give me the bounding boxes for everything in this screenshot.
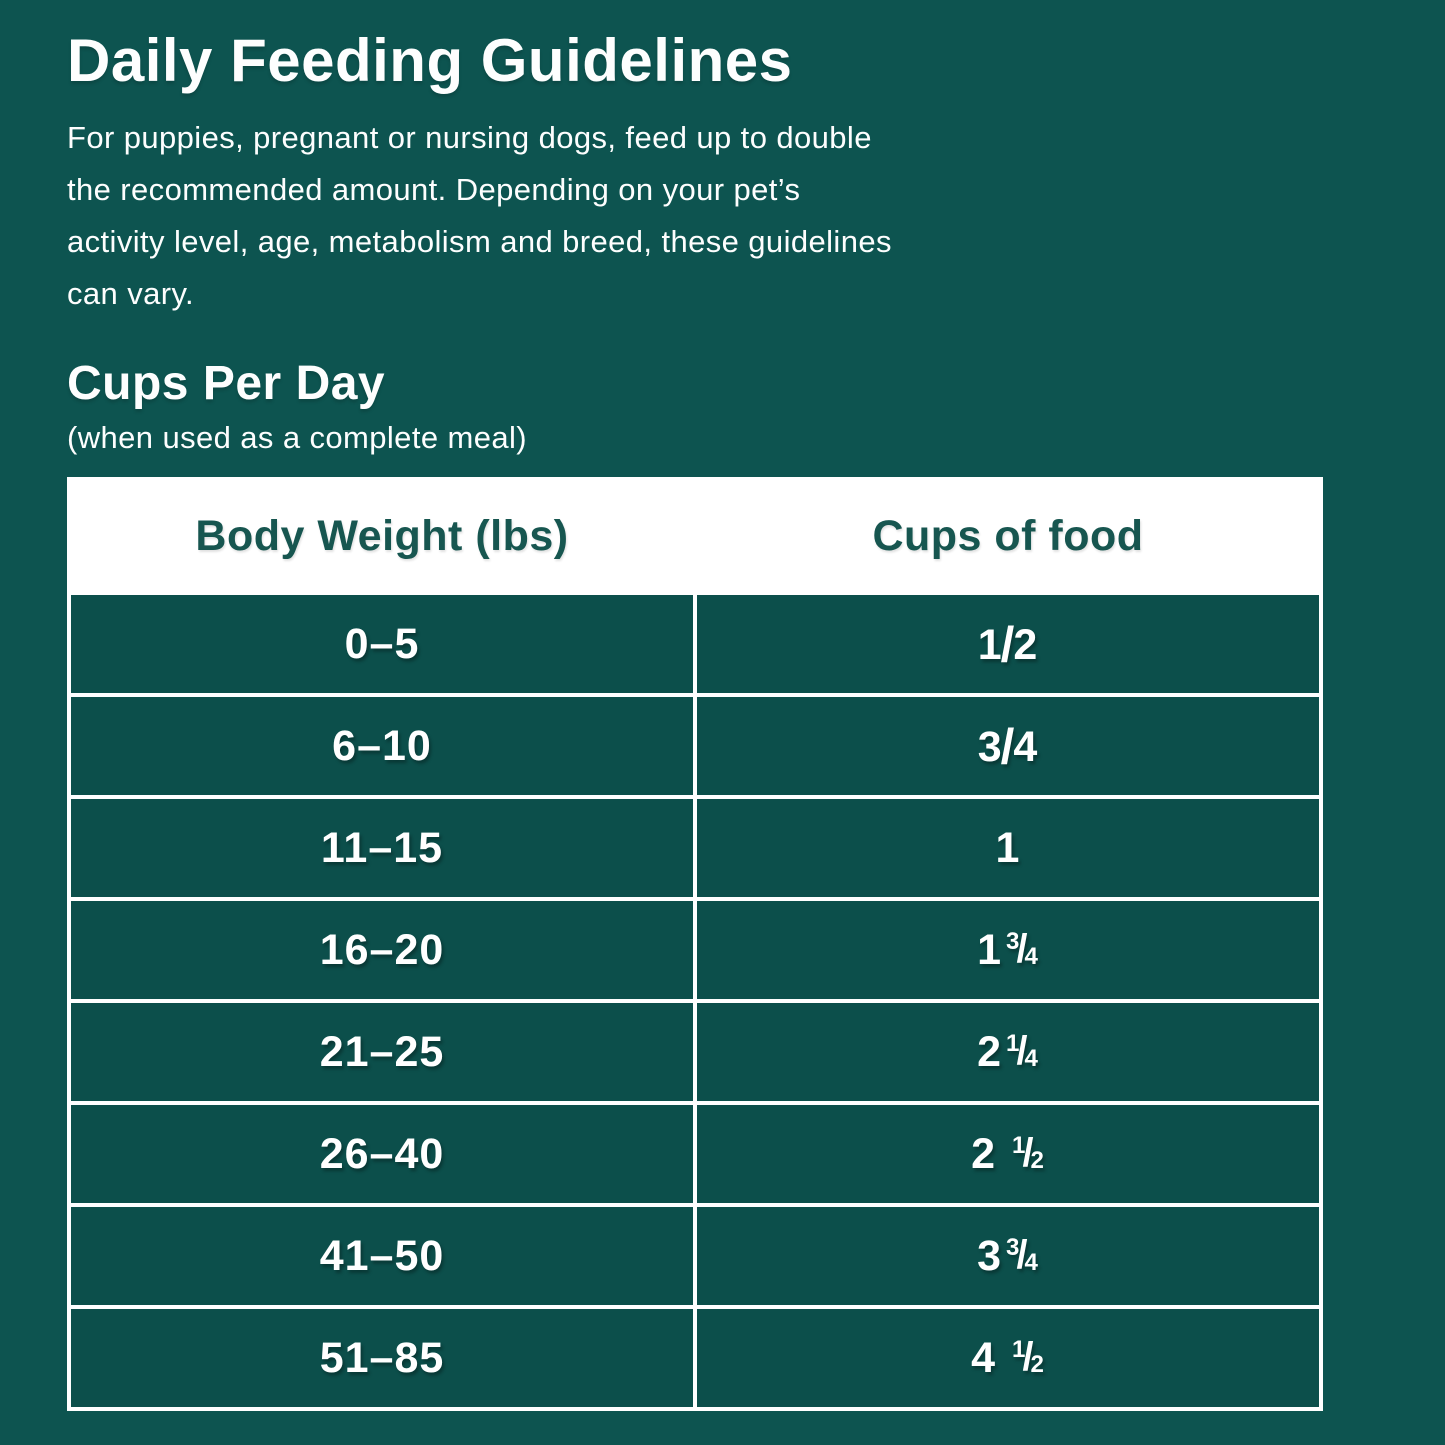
body-weight-cell: 41–50 [69, 1205, 695, 1307]
cups-cell [695, 899, 1321, 1001]
cups-cell [695, 1205, 1321, 1307]
cups-whole-number: 1 [995, 823, 1021, 872]
cups-whole-number: 2 [971, 1129, 997, 1178]
fraction-slash: / [1016, 1232, 1029, 1277]
cups-cell [695, 1307, 1321, 1409]
fraction-slash: / [1000, 718, 1016, 774]
cups-cell [695, 797, 1321, 899]
fraction-slash: / [1016, 926, 1029, 971]
body-weight-cell: 21–25 [69, 1001, 695, 1103]
cups-whole-number: 2 [977, 1027, 1003, 1076]
page-title: Daily Feeding Guidelines [67, 27, 793, 94]
fraction-numerator: 3 [1006, 927, 1021, 955]
fraction-denominator: 4 [1024, 942, 1039, 970]
feeding-table [67, 477, 1323, 1411]
table-row [69, 1307, 1321, 1409]
fraction-denominator: 4 [1024, 1044, 1039, 1072]
intro-line: can vary. [67, 276, 195, 311]
fraction-denominator: 2 [1030, 1350, 1045, 1378]
fraction-slash: / [1000, 616, 1016, 672]
table-row [69, 593, 1321, 695]
cups-whole-number: 4 [971, 1333, 997, 1382]
fraction-numerator: 3 [1006, 1233, 1021, 1261]
body-weight-cell: 0–5 [69, 593, 695, 695]
body-weight-cell: 11–15 [69, 797, 695, 899]
intro-line: the recommended amount. Depending on your pet’s [67, 172, 801, 207]
intro-line: activity level, age, metabolism and breed, these guidelines [67, 224, 892, 259]
fraction-numerator: 1 [1012, 1131, 1027, 1159]
header-row [69, 479, 1321, 593]
cups-cell [695, 1001, 1321, 1103]
body-weight-cell: 26–40 [69, 1103, 695, 1205]
column-header-cups: Cups of food [695, 479, 1321, 593]
cups-cell [695, 695, 1321, 797]
fraction-denominator: 2 [1030, 1146, 1045, 1174]
table-row [69, 1103, 1321, 1205]
feeding-table-body [69, 593, 1321, 1409]
fraction-slash: / [1016, 1028, 1029, 1073]
feeding-table-header [69, 479, 1321, 593]
intro-paragraph [67, 112, 1378, 320]
fraction-denominator: 4 [1013, 722, 1039, 771]
table-row [69, 1001, 1321, 1103]
cups-cell [695, 593, 1321, 695]
table-row [69, 1205, 1321, 1307]
fraction-numerator: 1 [977, 620, 1003, 669]
section-subtitle: (when used as a complete meal) [67, 420, 528, 456]
body-weight-cell: 16–20 [69, 899, 695, 1001]
fraction-slash: / [1022, 1334, 1035, 1379]
body-weight-cell: 51–85 [69, 1307, 695, 1409]
table-row [69, 899, 1321, 1001]
fraction-slash: / [1022, 1130, 1035, 1175]
fraction-numerator: 1 [1012, 1335, 1027, 1363]
fraction-numerator: 3 [977, 722, 1003, 771]
cups-whole-number: 3 [977, 1231, 1003, 1280]
section-title: Cups Per Day [67, 357, 386, 410]
column-header-body-weight: Body Weight (lbs) [69, 479, 695, 593]
body-weight-cell: 6–10 [69, 695, 695, 797]
table-row [69, 797, 1321, 899]
fraction-denominator: 4 [1024, 1248, 1039, 1276]
table-row [69, 695, 1321, 797]
fraction-denominator: 2 [1013, 620, 1039, 669]
fraction-numerator: 1 [1006, 1029, 1021, 1057]
cups-whole-number: 1 [977, 925, 1003, 974]
cups-cell [695, 1103, 1321, 1205]
intro-line: For puppies, pregnant or nursing dogs, feed up to double [67, 120, 872, 155]
